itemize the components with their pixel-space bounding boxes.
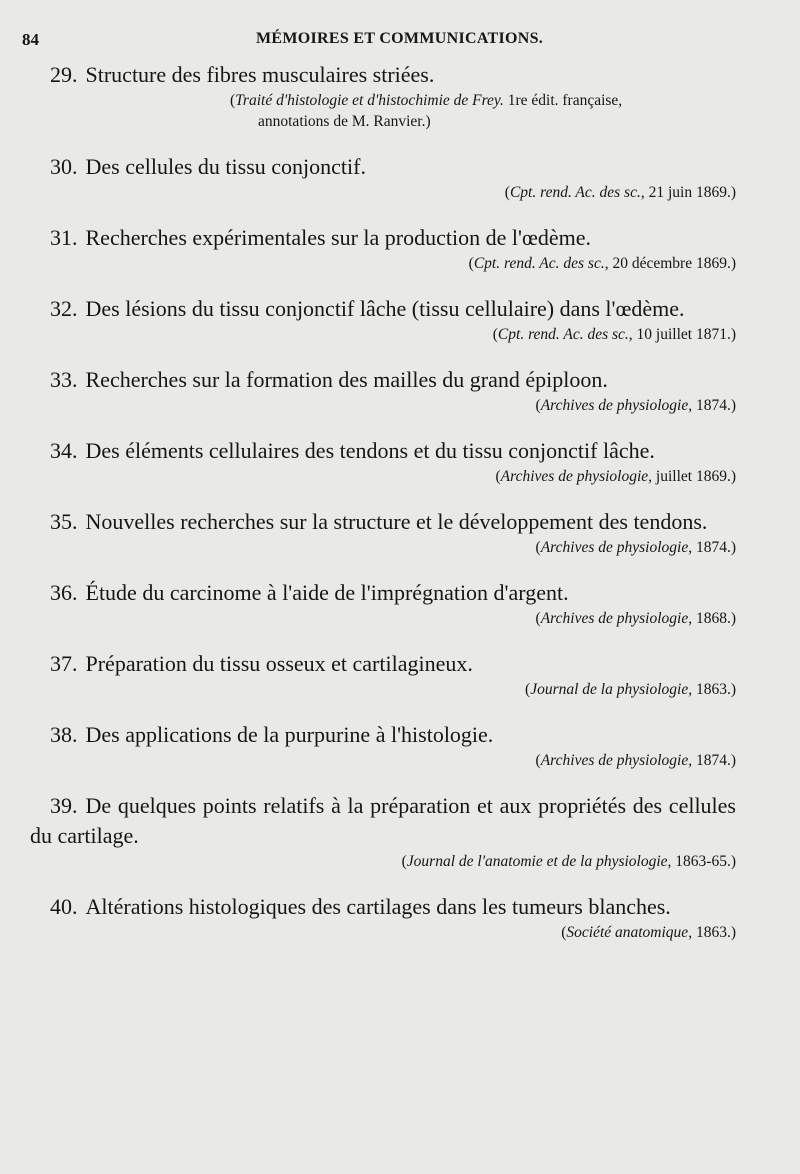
citation-source: Archives de physiologie <box>540 610 689 627</box>
entry-title: Altérations histologiques des cartilages dans les tumeurs blanches. <box>85 894 671 919</box>
entry-number: 40. <box>50 894 78 919</box>
citation-details: , 10 juillet 1871.) <box>628 326 736 343</box>
citation: (Archives de physiologie, 1874.) <box>535 752 736 769</box>
citation-details: , 21 juin 1869.) <box>640 184 736 201</box>
citation: (Cpt. rend. Ac. des sc., 21 juin 1869.) <box>504 184 736 201</box>
bibliography-entry <box>30 720 736 771</box>
bibliography-entry <box>30 892 736 943</box>
entry-title: Préparation du tissu osseux et cartilagineux. <box>85 651 473 676</box>
citation-details: , 1874.) <box>688 752 736 769</box>
citation: (Archives de physiologie, 1874.) <box>535 397 736 414</box>
citation-details: , juillet 1869.) <box>648 468 736 485</box>
citation: (Traité d'histologie et d'histochimie de Frey. 1re édit. française, annotations de M. Ranvier.) <box>30 90 736 132</box>
entry-title-line <box>30 649 736 679</box>
entry-title-line <box>30 152 736 182</box>
bibliography-entry <box>30 436 736 487</box>
citation-source: Traité d'histologie et d'histochimie de Frey. <box>235 92 504 109</box>
entry-title-line <box>30 223 736 253</box>
page-number: 84 <box>22 30 39 49</box>
entry-title: Recherches sur la formation des mailles du grand épiploon. <box>85 367 608 392</box>
citation-source: Archives de physiologie <box>540 752 689 769</box>
citation-source: Cpt. rend. Ac. des sc. <box>509 184 641 201</box>
citation-details: , 1868.) <box>688 610 736 627</box>
citation-details: , 1874.) <box>688 539 736 556</box>
page-header <box>0 30 800 54</box>
entry-title-line <box>30 578 736 608</box>
entry-title-line <box>30 60 736 90</box>
entry-number: 32. <box>50 296 78 321</box>
entry-title: De quelques points relatifs à la préparation et aux propriétés des cellules du cartilage. <box>30 793 736 848</box>
citation: (Journal de l'anatomie et de la physiologie, 1863-65.) <box>401 853 736 870</box>
entry-number: 31. <box>50 225 78 250</box>
entry-title: Des cellules du tissu conjonctif. <box>85 154 366 179</box>
entry-title: Des applications de la purpurine à l'histologie. <box>85 722 494 747</box>
entry-title-line <box>30 791 736 851</box>
citation: (Archives de physiologie, juillet 1869.) <box>495 468 736 485</box>
entry-title-line <box>30 892 736 922</box>
bibliography-list <box>30 60 736 963</box>
citation: (Société anatomique, 1863.) <box>561 924 736 941</box>
citation-source: Journal de la physiologie <box>530 681 689 698</box>
entry-number: 39. <box>50 793 78 818</box>
citation-source: Archives de physiologie <box>540 539 689 556</box>
citation-line2: annotations de M. Ranvier.) <box>258 113 431 130</box>
entry-number: 38. <box>50 722 78 747</box>
entry-number: 33. <box>50 367 78 392</box>
entry-title-line <box>30 507 736 537</box>
entry-title: Recherches expérimentales sur la production de l'œdème. <box>85 225 591 250</box>
citation-source: Archives de physiologie <box>540 397 689 414</box>
bibliography-entry <box>30 152 736 203</box>
entry-title-line <box>30 720 736 750</box>
citation: (Cpt. rend. Ac. des sc., 10 juillet 1871.) <box>492 326 736 343</box>
bibliography-entry <box>30 223 736 274</box>
citation: (Archives de physiologie, 1874.) <box>535 539 736 556</box>
bibliography-entry <box>30 294 736 345</box>
citation-details: , 20 décembre 1869.) <box>604 255 736 272</box>
entry-title-line <box>30 365 736 395</box>
citation-source: Cpt. rend. Ac. des sc. <box>473 255 605 272</box>
citation-source: Journal de l'anatomie et de la physiologie <box>406 853 668 870</box>
bibliography-entry <box>30 60 736 132</box>
entry-number: 37. <box>50 651 78 676</box>
entry-number: 34. <box>50 438 78 463</box>
entry-number: 36. <box>50 580 78 605</box>
entry-number: 30. <box>50 154 78 179</box>
bibliography-entry <box>30 791 736 872</box>
citation: (Cpt. rend. Ac. des sc., 20 décembre 1869.) <box>468 255 736 272</box>
citation-details: , 1863-65.) <box>667 853 736 870</box>
entry-number: 35. <box>50 509 78 534</box>
citation: (Archives de physiologie, 1868.) <box>535 610 736 627</box>
citation-details: 1re édit. française, <box>503 92 623 109</box>
entry-title-line <box>30 294 736 324</box>
citation-source: Cpt. rend. Ac. des sc. <box>497 326 629 343</box>
citation-details: , 1863.) <box>688 924 736 941</box>
entry-title: Nouvelles recherches sur la structure et le développement des tendons. <box>85 509 708 534</box>
entry-title-line <box>30 436 736 466</box>
entry-title: Structure des fibres musculaires striées. <box>85 62 435 87</box>
entry-title: Des éléments cellulaires des tendons et du tissu conjonctif lâche. <box>85 438 655 463</box>
running-title: MÉMOIRES ET COMMUNICATIONS. <box>256 30 544 47</box>
entry-title: Des lésions du tissu conjonctif lâche (tissu cellulaire) dans l'œdème. <box>85 296 685 321</box>
citation-source: Archives de physiologie <box>500 468 649 485</box>
bibliography-entry <box>30 365 736 416</box>
citation-source: Société anatomique <box>566 924 689 941</box>
bibliography-entry <box>30 578 736 629</box>
citation-details: , 1863.) <box>688 681 736 698</box>
bibliography-entry <box>30 507 736 558</box>
entry-number: 29. <box>50 62 78 87</box>
citation-details: , 1874.) <box>688 397 736 414</box>
citation: (Journal de la physiologie, 1863.) <box>525 681 736 698</box>
bibliography-entry <box>30 649 736 700</box>
entry-title: Étude du carcinome à l'aide de l'imprégnation d'argent. <box>85 580 569 605</box>
